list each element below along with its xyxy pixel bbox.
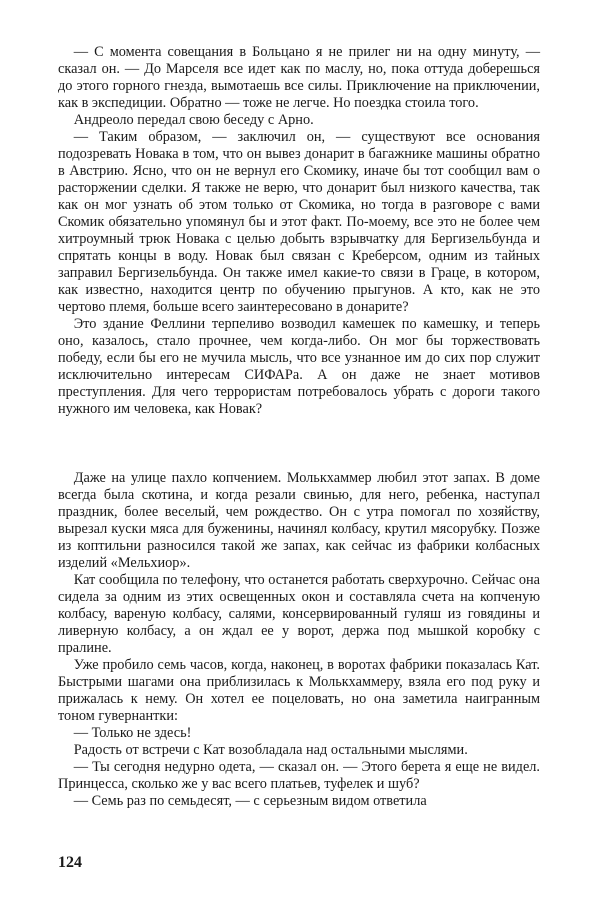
paragraph: Уже пробило семь часов, когда, наконец, в воротах фабрики показалась Кат. Быстрыми шагами она приблизилась к Молькхаммеру, взяла его под руку и прижалась к нему. Он хотел ее поцеловать, но она заметила наигранным тоном гувернантки: [58, 657, 540, 724]
section-break [58, 418, 540, 470]
paragraph: — Таким образом, — заключил он, — существуют все основания подозревать Новака в том, что он вывез донарит в багажнике машины обратно в Австрию. Ясно, что он не вернул его Скомику, иначе бы тот сообщил вам о расторжении сделки. Я также не верю, что донарит был низкого качества, так как он мог узнать об этом только от Скомика, но тогда в разговоре с вами Скомик обязательно упомянул бы и этот факт. По-моему, все это не более чем хитроумный трюк Новака с целью добыть взрывчатку для Бергизельбунда и спрятать концы в воду. Новак был связан с Креберсом, одним из тайных заправил Бергизельбунда. Он также имел какие-то связи в Граце, в котором, как известно, находится центр по обучению прыгунов. А кто, как не это чертово племя, больше всего заинтересовано в донарите? [58, 129, 540, 315]
paragraph: Андреоло передал свою беседу с Арно. [73, 112, 314, 128]
paragraph: — С момента совещания в Больцано я не прилег ни на одну минуту, — сказал он. — До Марселя все идет как по маслу, но, пока оттуда доберешься до этого горного гнезда, вымотаешь все силы. Приключение на приключении, как в экспедиции. Обратно — тоже не легче. Но поездка стоила того. [58, 44, 540, 111]
paragraph: Это здание Феллини терпеливо возводил камешек по камешку, и теперь оно, казалось, стало прочнее, чем когда-либо. Он мог бы торжествовать победу, если бы его не мучила мысль, что все узнанное им до сих пор служит исключительно интересам СИФАРа. А он даже не знает мотивов преступления. Для чего террористам потребовалось убрать с дороги такого нужного им человека, как Новак? [58, 316, 540, 417]
paragraph: Даже на улице пахло копчением. Молькхаммер любил этот запах. В доме всегда была скотина, и когда резали свинью, для него, ребенка, наступал праздник, более веселый, чем рождество. Он с утра помогал по хозяйству, вырезал куски мяса для буженины, начинял колбасу, крутил мясорубку. Позже из коптильни разносился такой же запах, как сейчас из фабрики колбасных изделий «Мельхиор». [58, 470, 540, 571]
paragraph: Радость от встречи с Кат возобладала над остальными мыслями. [73, 742, 468, 758]
paragraph: Кат сообщила по телефону, что останется работать сверхурочно. Сейчас она сидела за одним из этих освещенных окон и составляла счета на копченую колбасу, вареную колбасу, салями, консервированный гуляш из говядины и ливерную колбасу, а он ждал ее у ворот, держа под мышкой коробку с пралине. [58, 572, 540, 656]
page-number: 124 [58, 854, 82, 871]
paragraph: — Ты сегодня недурно одета, — сказал он. — Этого берета я еще не видел. Принцесса, сколько же у вас всего платьев, туфелек и шуб? [58, 759, 540, 792]
paragraph: — Семь раз по семьдесят, — с серьезным видом ответила [73, 793, 427, 809]
paragraph: — Только не здесь! [73, 725, 192, 741]
page-body [58, 44, 540, 810]
